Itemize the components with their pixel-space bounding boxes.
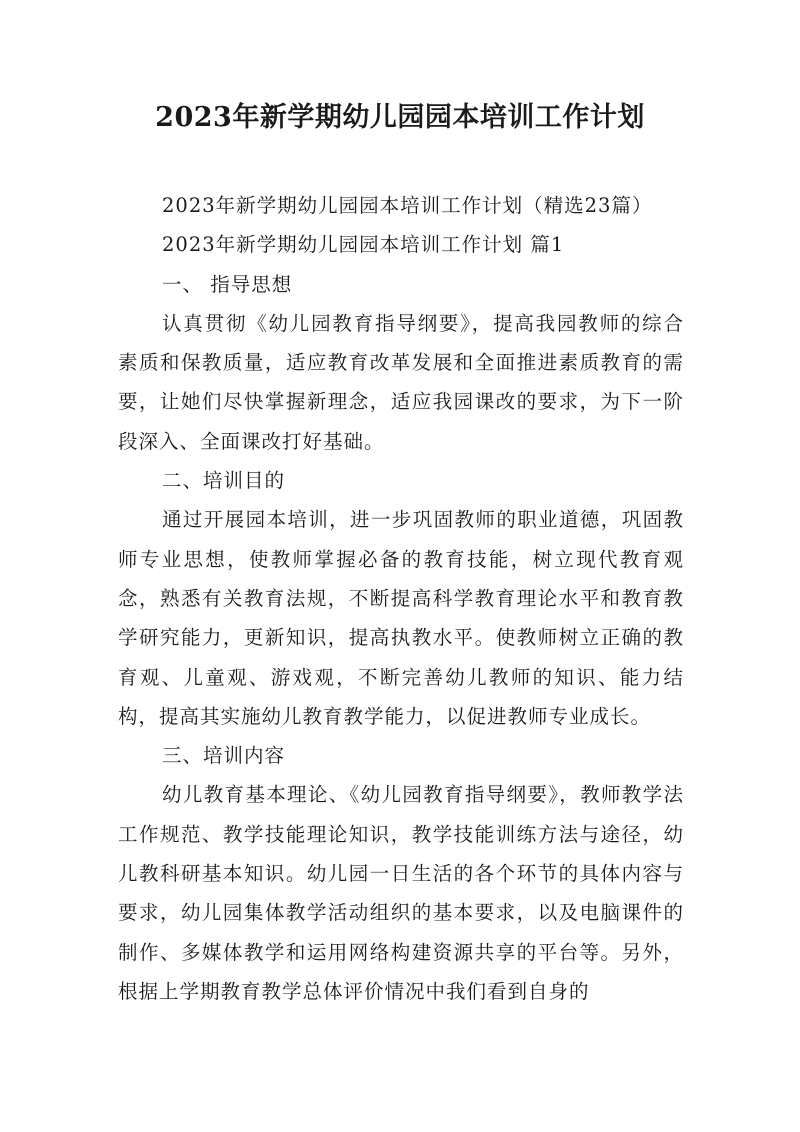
document-body [118, 186, 684, 1011]
body-paragraph: 通过开展园本培训，进一步巩固教师的职业道德，巩固教师专业思想，使教师掌握必备的教育技能，树立现代教育观念，熟悉有关教育法规，不断提高科学教育理论水平和教育教学研究能力，更新知识，提高执教水平。使教师树立正确的教育观、儿童观、游戏观，不断完善幼儿教师的知识、能力结构，提高其实施幼儿教育教学能力，以促进教师专业成长。 [118, 508, 684, 728]
document-title: 2023年新学期幼儿园园本培训工作计划 [155, 102, 645, 133]
section-heading-training-content: 三、培训内容 [162, 744, 286, 768]
section-heading-article-1: 2023年新学期幼儿园园本培训工作计划 篇1 [162, 233, 565, 257]
subtitle-paragraph: 2023年新学期幼儿园园本培训工作计划（精选23篇） [162, 194, 653, 217]
body-paragraph: 幼儿教育基本理论、《幼儿园教育指导纲要》，教师教学法工作规范、教学技能理论知识，教学技能训练方法与途径，幼儿教科研基本知识。幼儿园一日生活的各个环节的具体内容与要求，幼儿园集体教学活动组织的基本要求，以及电脑课件的制作、多媒体教学和运用网络构建资源共享的平台等。另外，根据上学期教育教学总体评价情况中我们看到自身的 [118, 783, 684, 1003]
section-heading-training-purpose: 二、培训目的 [162, 469, 286, 493]
body-paragraph: 认真贯彻《幼儿园教育指导纲要》，提高我园教师的综合素质和保教质量，适应教育改革发展和全面推进素质教育的需要，让她们尽快掌握新理念，适应我园课改的要求，为下一阶段深入、全面课改打好基础。 [118, 311, 684, 453]
section-heading-guiding-ideology: 一、 指导思想 [162, 272, 293, 296]
